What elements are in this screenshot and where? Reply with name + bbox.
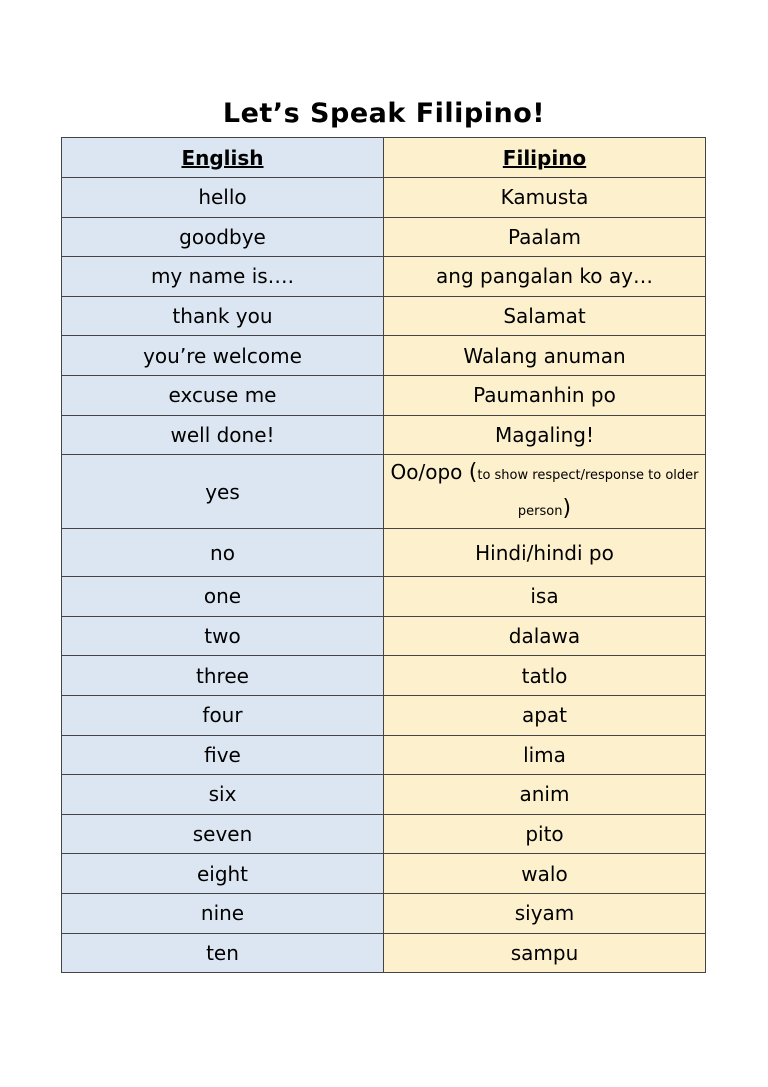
table-row: [62, 893, 706, 933]
english-cell: excuse me: [62, 375, 384, 415]
filipino-main: Oo/opo: [390, 459, 463, 484]
filipino-cell: isa: [384, 577, 706, 617]
english-cell: three: [62, 656, 384, 696]
table-row: [62, 577, 706, 617]
english-cell: four: [62, 695, 384, 735]
filipino-cell: dalawa: [384, 616, 706, 656]
english-cell: no: [62, 529, 384, 577]
table-row: [62, 257, 706, 297]
table-row: [62, 616, 706, 656]
english-cell: eight: [62, 854, 384, 894]
english-cell: my name is….: [62, 257, 384, 297]
open-paren: (: [468, 459, 478, 485]
english-cell: hello: [62, 178, 384, 218]
vocabulary-table: [61, 137, 706, 973]
filipino-cell: anim: [384, 775, 706, 815]
english-cell: goodbye: [62, 217, 384, 257]
english-cell: nine: [62, 893, 384, 933]
english-cell: you’re welcome: [62, 336, 384, 376]
table-row: [62, 296, 706, 336]
english-cell: one: [62, 577, 384, 617]
table-row: [62, 217, 706, 257]
table-row: [62, 375, 706, 415]
usage-note: to show respect/response to older person: [477, 467, 699, 519]
filipino-cell: Hindi/hindi po: [384, 529, 706, 577]
english-cell: thank you: [62, 296, 384, 336]
close-paren: ): [562, 495, 572, 521]
table-row: [62, 933, 706, 973]
table-row: [62, 695, 706, 735]
english-cell: five: [62, 735, 384, 775]
table-row: [62, 455, 706, 529]
table-row: [62, 178, 706, 218]
table-row: [62, 529, 706, 577]
english-cell: six: [62, 775, 384, 815]
filipino-cell: pito: [384, 814, 706, 854]
table-row: [62, 814, 706, 854]
table-row: [62, 415, 706, 455]
filipino-cell: Magaling!: [384, 415, 706, 455]
english-cell: seven: [62, 814, 384, 854]
english-cell: two: [62, 616, 384, 656]
filipino-cell: [384, 455, 706, 529]
header-english: English: [62, 138, 384, 178]
filipino-cell: siyam: [384, 893, 706, 933]
filipino-cell: Kamusta: [384, 178, 706, 218]
table-row: [62, 336, 706, 376]
english-cell: ten: [62, 933, 384, 973]
filipino-cell: Salamat: [384, 296, 706, 336]
filipino-cell: Paumanhin po: [384, 375, 706, 415]
table-row: [62, 735, 706, 775]
english-cell: yes: [62, 455, 384, 529]
table-row: [62, 775, 706, 815]
filipino-cell: lima: [384, 735, 706, 775]
page-title: Let’s Speak Filipino!: [222, 98, 546, 129]
filipino-cell: Walang anuman: [384, 336, 706, 376]
english-cell: well done!: [62, 415, 384, 455]
table-row: [62, 656, 706, 696]
filipino-cell: apat: [384, 695, 706, 735]
header-filipino: Filipino: [384, 138, 706, 178]
filipino-cell: sampu: [384, 933, 706, 973]
filipino-cell: walo: [384, 854, 706, 894]
table-header-row: [62, 138, 706, 178]
filipino-cell: Paalam: [384, 217, 706, 257]
filipino-cell: tatlo: [384, 656, 706, 696]
filipino-cell: ang pangalan ko ay…: [384, 257, 706, 297]
table-row: [62, 854, 706, 894]
